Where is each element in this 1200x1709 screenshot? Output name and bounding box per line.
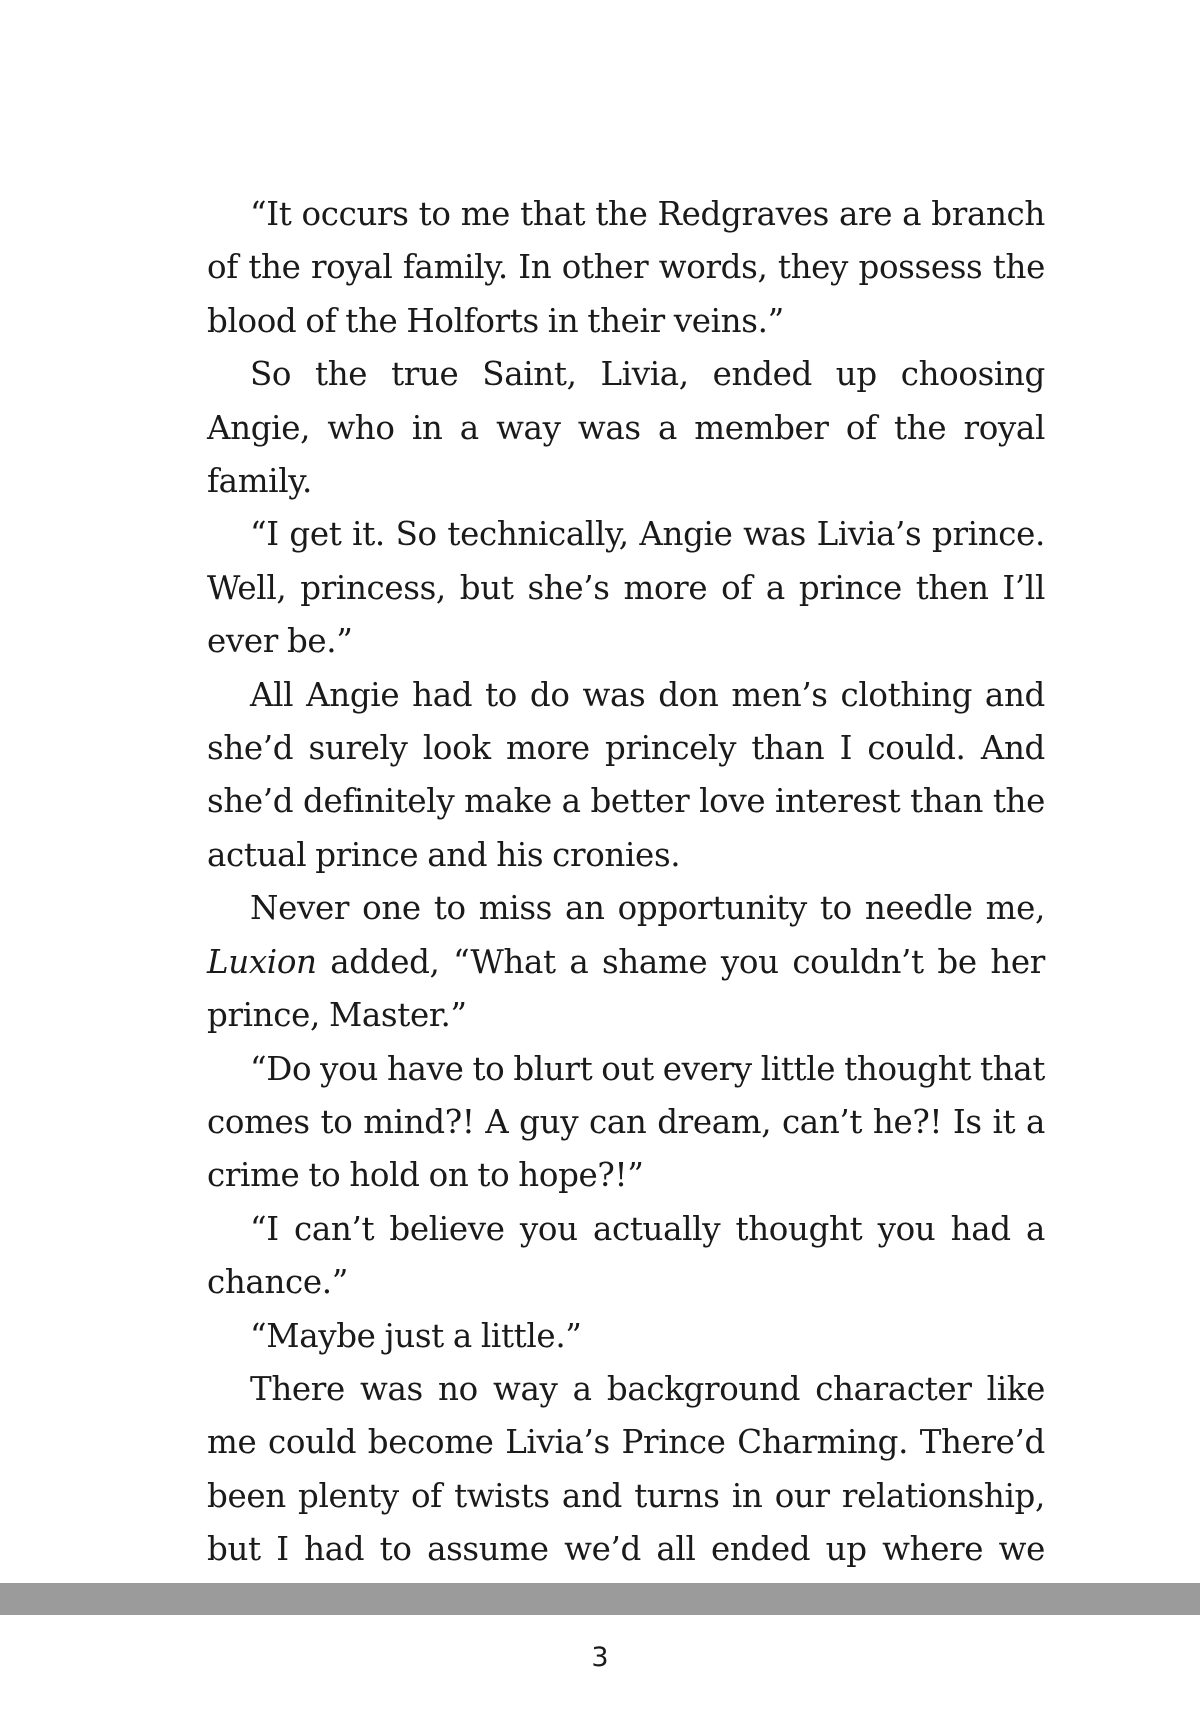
luxion-before: Never one to miss an opportunity to needle me, xyxy=(250,889,1045,928)
paragraph-mens-clothing: All Angie had to do was don men’s clothing and she’d surely look more princely than I could. And she’d definitely make a better love interest than the actual prince and his cronies. xyxy=(207,675,1045,874)
paragraph-livias-prince: “I get it. So technically, Angie was Livia’s prince. Well, princess, but she’s more of a prince then I’ll ever be.” xyxy=(207,515,1045,661)
paragraph-blurt-out: “Do you have to blurt out every little thought that comes to mind?! A guy can dream, can’t he?! Is it a crime to hold on to hope?!” xyxy=(207,1049,1046,1195)
luxion-name: Luxion xyxy=(207,942,317,981)
paragraph-had-a-chance: “I can’t believe you actually thought you had a chance.” xyxy=(207,1209,1045,1302)
paragraph-saint-livia: So the true Saint, Livia, ended up choosing Angie, who in a way was a member of the royal family. xyxy=(207,355,1045,501)
paragraph-background-character: There was no way a background character like me could become Livia’s Prince Charming. There’d been plenty of twists and turns in our relationship, but I had to assume we’d all ended up where we xyxy=(207,1369,1045,1569)
page-number: 3 xyxy=(591,1642,609,1673)
paragraph-maybe-little: “Maybe just a little.” xyxy=(250,1316,582,1355)
paragraph-redgraves: “It occurs to me that the Redgraves are a branch of the royal family. In other words, they possess the blood of the Holforts in their veins.” xyxy=(207,195,1045,340)
body-text xyxy=(207,188,1045,1630)
footer-bar xyxy=(0,1583,1200,1615)
paragraph-luxion-needle xyxy=(207,882,1045,1042)
luxion-after: added, “What a shame you couldn’t be her prince, Master.” xyxy=(207,942,1045,1035)
